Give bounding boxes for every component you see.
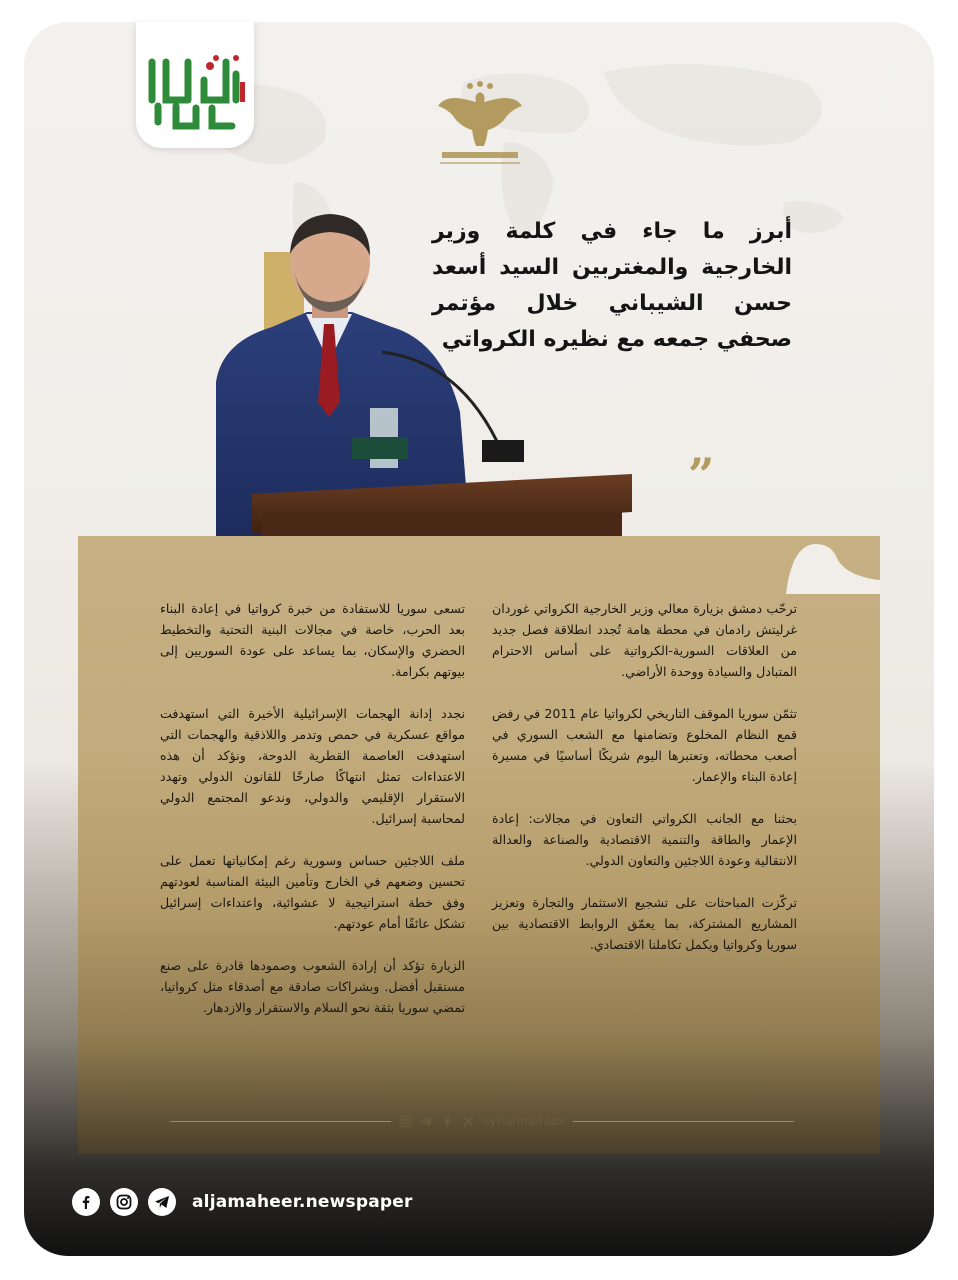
paragraph: ملف اللاجئين حساس وسورية رغم إمكانياتها تعمل على تحسين وضعهم في الخارج وتأمين البيئة المناسبة لعودتهم وفق خطة استراتيجية لا عشوائية، واعتداءات إسرائيل تشكل عائقًا أمام عودتهم. [160, 853, 465, 931]
telegram-icon[interactable] [420, 1115, 433, 1128]
ministry-emblem [434, 80, 526, 170]
content-column-left [160, 598, 465, 1039]
instagram-icon[interactable] [399, 1115, 412, 1128]
paragraph: تثمّن سوريا الموقف التاريخي لكرواتيا عام 2011 في رفض قمع النظام المخلوع وتضامنها مع الشعب السوري في أصعب محطاته، وتعتبرها اليوم شريكًا أساسيًا في مسيرة إعادة البناء والإعمار. [492, 706, 797, 784]
newspaper-handle[interactable]: aljamaheer.newspaper [192, 1192, 413, 1212]
paragraph: تركّزت المباحثات على تشجيع الاستثمار والتجارة وتعزيز المشاريع المشتركة، بما يعمّق الروابط الاقتصادية بين سوريا وكرواتيا ويكمل تكاملنا الاقتصادي. [492, 895, 797, 952]
paragraph: ترحّب دمشق بزيارة معالي وزير الخارجية الكرواتي غوردان غرليتش رادمان في محطة هامة تُجدد انطلاقة فصل جديد من العلاقات السورية-الكرواتية على أساس الاحترام المتبادل والسيادة ووحدة الأراضي. [492, 601, 797, 679]
paragraph: الزيارة تؤكد أن إرادة الشعوب وصمودها قادرة على صنع مستقبل أفضل. وبشراكات صادقة مع أصدقاء مثل كرواتيا، تمضي سوريا بثقة نحو السلام والاستقرار والازدهار. [160, 958, 465, 1015]
divider-line [170, 1121, 391, 1122]
telegram-icon[interactable] [148, 1188, 176, 1216]
newspaper-logo [136, 22, 254, 148]
content-column-right [492, 598, 797, 976]
panel-corner-tab [786, 536, 880, 594]
paragraph: بحثنا مع الجانب الكرواتي التعاون في مجالات: إعادة الإعمار والطاقة والتنمية الاقتصادية والصناعة والعدالة الانتقالية وعودة اللاجئين والتعاون الدولي. [492, 811, 797, 868]
instagram-icon[interactable] [110, 1188, 138, 1216]
ministry-social-strip [170, 1112, 794, 1130]
paragraph: تسعى سوريا للاستفادة من خبرة كرواتيا في إعادة البناء بعد الحرب، خاصة في مجالات البنية التحتية والتخطيط الحضري والإسكان، بما يساعد على عودة السوريين إلى بيوتهم بكرامة. [160, 601, 465, 679]
facebook-icon[interactable] [441, 1115, 454, 1128]
x-icon[interactable] [462, 1115, 475, 1128]
quote-mark-icon: ” [688, 448, 715, 502]
ministry-handle[interactable]: syrianmofaex [483, 1114, 565, 1128]
headline: أبرز ما جاء في كلمة وزير الخارجية والمغتربين السيد أسعد حسن الشيباني خلال مؤتمر صحفي جمعه مع نظيره الكرواتي [432, 219, 792, 352]
paragraph: نجدد إدانة الهجمات الإسرائيلية الأخيرة التي استهدفت مواقع عسكرية في حمص وتدمر واللاذقية والهجمات التي استهدفت العاصمة القطرية الدوحة، ونؤكد أن هذه الاعتداءات تمثل انتهاكًا صارخًا للقانون الدولي وتهدد الاستقرار الإقليمي والدولي، وندعو المجتمع الدولي لمحاسبة إسرائيل. [160, 706, 465, 826]
divider-line [573, 1121, 794, 1122]
footer-social [72, 1186, 413, 1218]
facebook-icon[interactable] [72, 1188, 100, 1216]
